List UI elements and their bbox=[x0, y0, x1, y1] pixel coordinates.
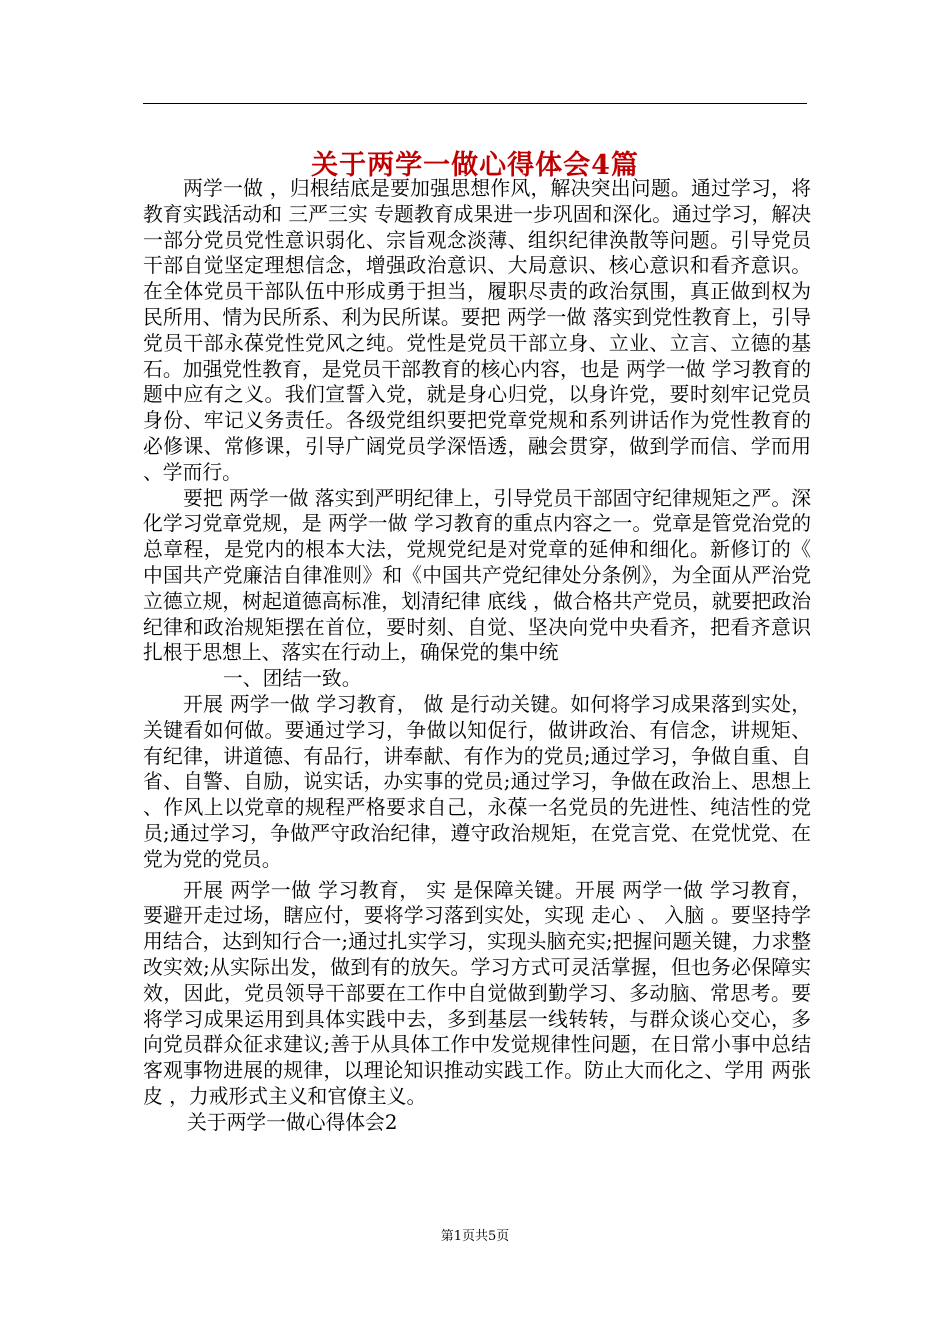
paragraph-2: 要把 两学一做 落实到严明纪律上，引导党员干部固守纪律规矩之严。深化学习党章党规，是 两学一做 学习教育的重点内容之一。党章是管党治党的总章程，是党内的根本大法，党规党纪是对党章的延伸和细化。新修订的《中国共产党廉洁自律准则》和《中国共产党纪律处分条例》，为全面从严治党立德立规，树起道德高标准，划清纪律 底线 ，做合格共产党员，就要把政治纪律和政治规矩摆在首位，要时刻、自觉、坚决向党中央看齐，把看齐意识扎根于思想上、落实在行动上，确保党的集中统 bbox=[143, 486, 811, 665]
header-rule bbox=[143, 103, 807, 104]
section-heading-unity: 一、团结一致。 bbox=[223, 667, 362, 691]
paragraph-1: 两学一做 ，归根结底是要加强思想作风，解决突出问题。通过学习，将教育实践活动和 三严三实 专题教育成果进一步巩固和深化。通过学习，解决一部分党员党性意识弱化、宗旨观念淡薄、组织纪律涣散等问题。引导党员干部自觉坚定理想信念，增强政治意识、大局意识、核心意识和看齐意识。在全体党员干部队伍中形成勇于担当，履职尽责的政治氛围，真正做到权为民所用、情为民所系、利为民所谋。要把 两学一做 落实到党性教育上，引导党员干部永葆党性党风之纯。党性是党员干部立身、立业、立言、立德的基石。加强党性教育，是党员干部教育的核心内容，也是 两学一做 学习教育的题中应有之义。我们宣誓入党，就是身心归党，以身许党，要时刻牢记党员身份、牢记义务责任。各级党组织要把党章党规和系列讲话作为党性教育的必修课、常修课，引导广阔党员学深悟透，融会贯穿，做到学而信、学而用、学而行。 bbox=[143, 177, 811, 484]
section-title-part-2: 关于两学一做心得体会2 bbox=[187, 1110, 398, 1134]
page-number: 第1页共5页 bbox=[440, 1229, 510, 1244]
paragraph-3: 开展 两学一做 学习教育， 做 是行动关键。如何将学习成果落到实处，关键看如何做。要通过学习，争做以知促行，做讲政治、有信念，讲规矩、有纪律，讲道德、有品行，讲奉献、有作为的党员;通过学习，争做自重、自省、自警、自励，说实话，办实事的党员;通过学习，争做在政治上、思想上、作风上以党章的规程严格要求自己，永葆一名党员的先进性、纯洁性的党员;通过学习，争做严守政治纪律，遵守政治规矩，在党言党、在党忧党、在党为党的党员。 bbox=[143, 692, 811, 871]
document-title: 关于两学一做心得体会4篇 bbox=[311, 150, 639, 182]
paragraph-4: 开展 两学一做 学习教育， 实 是保障关键。开展 两学一做 学习教育，要避开走过场，瞎应付，要将学习落到实处，实现 走心 、 入脑 。要坚持学用结合，达到知行合一;通过扎实学习，实现头脑充实;把握问题关键，力求整改实效;从实际出发，做到有的放矢。学习方式可灵活掌握，但也务必保障实效，因此，党员领导干部要在工作中自觉做到勤学习、多动脑、常思考。要将学习成果运用到具体实践中去，多到基层一线转转，与群众谈心交心，多向党员群众征求建议;善于从具体工作中发觉规律性问题，在日常小事中总结客观事物进展的规律，以理论知识推动实践工作。防止大而化之、学用 两张皮 ，力戒形式主义和官僚主义。 bbox=[143, 878, 811, 1108]
document-body bbox=[143, 176, 811, 1135]
